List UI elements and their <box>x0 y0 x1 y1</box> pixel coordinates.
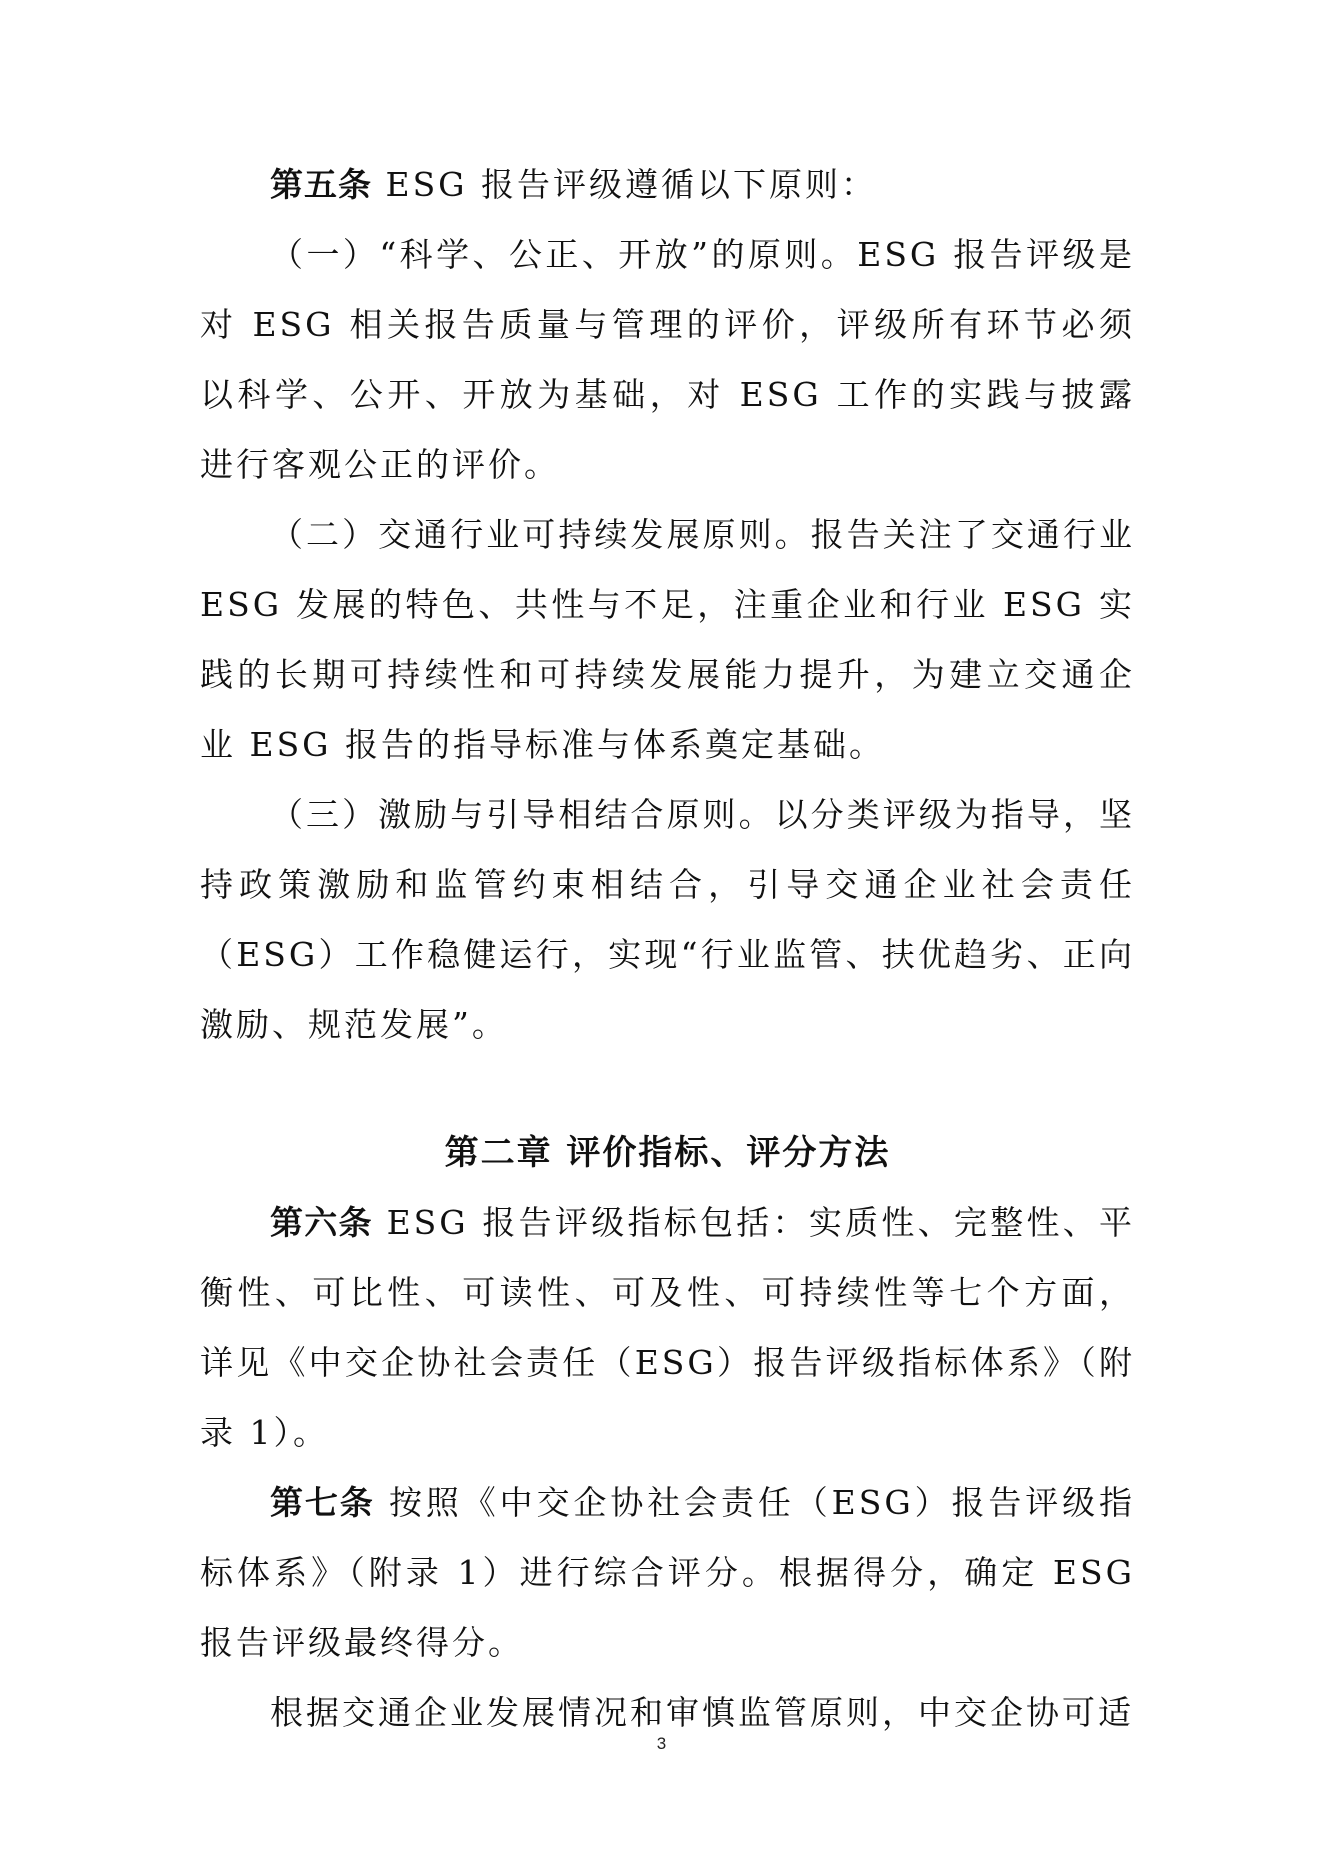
article-7-lead: 第七条 <box>270 1483 375 1522</box>
section-principles <box>200 150 1135 1060</box>
section-chapter-2 <box>200 1188 1135 1748</box>
article-5 <box>200 150 1135 220</box>
article-7-text: 按照《中交企协社会责任（ESG）报告评级指标体系》（附录 1）进行综合评分。根据得分，确定 ESG 报告评级最终得分。 <box>200 1483 1135 1662</box>
article-6 <box>200 1188 1135 1468</box>
principle-2: （二）交通行业可持续发展原则。报告关注了交通行业 ESG 发展的特色、共性与不足，注重企业和行业 ESG 实践的长期可持续性和可持续发展能力提升，为建立交通企业 ESG 报告的指导标准与体系奠定基础。 <box>200 515 1135 764</box>
article-5-lead: 第五条 <box>270 165 372 204</box>
chapter-2-heading: 第二章 评价指标、评分方法 <box>444 1133 891 1173</box>
principle-1: （一）“科学、公正、开放”的原则。ESG 报告评级是对 ESG 相关报告质量与管理的评价，评级所有环节必须以科学、公开、开放为基础，对 ESG 工作的实践与披露进行客观公正的评价。 <box>200 235 1135 484</box>
article-5-text: ESG 报告评级遵循以下原则： <box>372 165 878 204</box>
paragraph-last: 根据交通企业发展情况和审慎监管原则，中交企协可适 <box>270 1693 1134 1732</box>
article-6-lead: 第六条 <box>270 1203 373 1242</box>
page-number: 3 <box>656 1734 667 1753</box>
article-7 <box>200 1468 1135 1678</box>
article-6-text: ESG 报告评级指标包括：实质性、完整性、平衡性、可比性、可读性、可及性、可持续性等七个方面，详见《中交企协社会责任（ESG）报告评级指标体系》（附录 1）。 <box>200 1203 1135 1452</box>
principle-3: （三）激励与引导相结合原则。以分类评级为指导，坚持政策激励和监管约束相结合，引导交通企业社会责任（ESG）工作稳健运行，实现“行业监管、扶优趋劣、正向激励、规范发展”。 <box>200 795 1135 1044</box>
